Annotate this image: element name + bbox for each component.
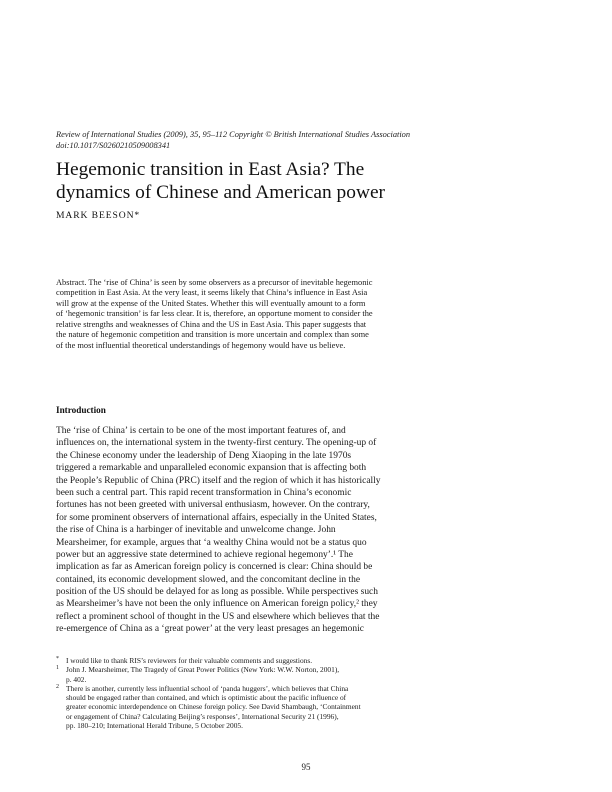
body-line: influences on, the international system in the twenty-first century. The opening-up of <box>56 438 377 449</box>
footnote-marker: 1 <box>56 665 59 672</box>
abstract-line: of ‘hegemonic transition’ is far less clear. It is, therefore, an opportune moment to consider the <box>56 309 373 319</box>
journal-header <box>56 129 556 151</box>
abstract-line: relative strengths and weaknesses of China and the US in East Asia. This paper suggests that <box>56 319 367 329</box>
footnote-marker: * <box>56 656 59 662</box>
footnote-marker: 2 <box>56 683 59 690</box>
footnote-line: should be engaged rather than contained, and which is optimistic about the pacific influence of <box>66 693 347 703</box>
footnote-line: greater economic interdependence on Chinese foreign policy. See David Shambaugh, ‘Containment <box>66 702 361 712</box>
footnote-star <box>56 656 556 665</box>
body-line: power but an aggressive state determined to achieve regional hegemony’.¹ The <box>56 549 353 560</box>
body-line: been such a central part. This rapid recent transformation in China’s economic <box>56 487 352 498</box>
body-line: reflect a prominent school of thought in the US and elsewhere which believes that the <box>56 611 380 622</box>
body-line: for some prominent observers of international affairs, especially in the United States, <box>56 512 377 523</box>
article-title <box>56 158 556 204</box>
footnote-1 <box>56 665 556 684</box>
section-heading: Introduction <box>56 405 106 415</box>
footnote-line: p. 402. <box>66 674 87 684</box>
body-text <box>56 425 556 636</box>
footnote-line: There is another, currently less influential school of ‘panda huggers’, which believes that China <box>66 683 349 693</box>
abstract-line: of the most influential theoretical understandings of hegemony would have us believe. <box>56 340 346 350</box>
author-name: MARK BEESON* <box>56 210 141 221</box>
footnote-line: John J. Mearsheimer, The Tragedy of Great Power Politics (New York: W.W. Norton, 2001), <box>66 665 340 675</box>
footnote-line: or engagement of China? Calculating Beijing’s responses’, International Security 21 (1996), <box>66 711 339 721</box>
abstract-line: Abstract. The ‘rise of China’ is seen by some observers as a precursor of inevitable hegemonic <box>56 278 373 287</box>
body-line: The ‘rise of China’ is certain to be one of the most important features of, and <box>56 426 346 436</box>
footnote-2 <box>56 684 556 730</box>
body-line: the rise of China is a harbinger of inevitable and unwelcome change. John <box>56 525 336 536</box>
page-number: 95 <box>301 762 311 772</box>
abstract-line: the nature of hegemonic competition and transition is more uncertain and complex than some <box>56 330 369 340</box>
abstract-line: competition in East Asia. At the very least, it seems likely that China’s influence in East Asia <box>56 288 368 298</box>
body-line: implication as far as American foreign policy is concerned is clear: China should be <box>56 562 373 573</box>
body-line: triggered a remarkable and unparalleled economic expansion that is affecting both <box>56 463 367 474</box>
body-line: the Chinese economy under the leadership of Deng Xiaoping in the late 1970s <box>56 450 352 461</box>
body-line: contained, its economic development slowed, and the concomitant decline in the <box>56 574 361 585</box>
citation-line: Review of International Studies (2009), 35, 95–112 Copyright © British International Studies Association <box>56 130 411 139</box>
body-line: Mearsheimer, for example, argues that ‘a wealthy China would not be a status quo <box>56 537 367 548</box>
title-line-1: Hegemonic transition in East Asia? The <box>56 159 365 180</box>
footnotes <box>56 656 556 730</box>
body-line: fortunes has not been greeted with universal enthusiasm, however. On the contrary, <box>56 500 370 511</box>
doi-line: doi:10.1017/S0260210509008341 <box>56 141 171 150</box>
title-line-2: dynamics of Chinese and American power <box>56 182 386 203</box>
abstract <box>56 278 556 351</box>
body-line: the People’s Republic of China (PRC) itself and the region of which it has historically <box>56 475 381 486</box>
body-line: re-emergence of China as a ‘great power’ at the very least presages an hegemonic <box>56 624 364 635</box>
abstract-line: will grow at the expense of the United States. Whether this will eventually amount to a form <box>56 298 366 308</box>
footnote-line: I would like to thank RIS’s reviewers for their valuable comments and suggestions. <box>66 656 313 665</box>
body-line: as Mearsheimer’s have not been the only influence on American foreign policy,² they <box>56 599 378 610</box>
footnote-line: pp. 180–210; International Herald Tribune, 5 October 2005. <box>66 721 243 731</box>
body-line: position of the US should be delayed for as long as possible. While perspectives such <box>56 587 378 598</box>
